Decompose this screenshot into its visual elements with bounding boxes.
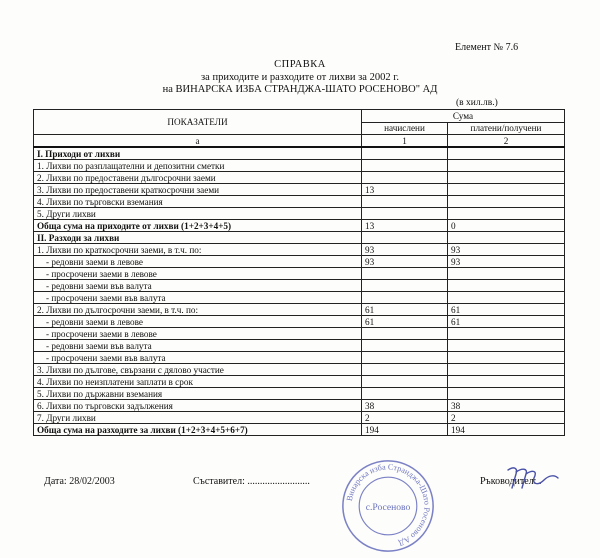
row-paid (448, 328, 565, 340)
row-accrued: 194 (362, 424, 448, 436)
row-paid: 38 (448, 400, 565, 412)
row-accrued: 38 (362, 400, 448, 412)
row-accrued: 13 (362, 220, 448, 232)
row-paid (448, 147, 565, 160)
row-label: - редовни заеми във валута (34, 340, 362, 352)
table-row (34, 256, 565, 268)
row-label: - просрочени заеми в левове (34, 328, 362, 340)
table-row (34, 424, 565, 436)
row-label: 4. Лихви по неизплатени заплати в срок (34, 376, 362, 388)
index-1: 1 (362, 135, 448, 148)
document-subtitle-period: за приходите и разходите от лихви за 2002 г. (201, 72, 399, 83)
row-paid (448, 232, 565, 244)
table-row (34, 280, 565, 292)
row-label: 2. Лихви по предоставени дългосрочни заеми (34, 172, 362, 184)
row-label: Обща сума на приходите от лихви (1+2+3+4+5) (34, 220, 362, 232)
row-label: 7. Други лихви (34, 412, 362, 424)
table-index-row (34, 135, 565, 148)
row-accrued (362, 328, 448, 340)
row-paid (448, 352, 565, 364)
stamp-center-text: с.Росеново (365, 501, 411, 513)
row-accrued (362, 292, 448, 304)
table-row (34, 268, 565, 280)
row-accrued: 61 (362, 304, 448, 316)
table-row (34, 316, 565, 328)
table-row (34, 244, 565, 256)
row-accrued (362, 147, 448, 160)
index-2: 2 (448, 135, 565, 148)
row-accrued: 13 (362, 184, 448, 196)
table-row (34, 364, 565, 376)
table-row (34, 412, 565, 424)
row-label: I. Приходи от лихви (34, 147, 362, 160)
table-row (34, 232, 565, 244)
table-row (34, 352, 565, 364)
interest-table (33, 109, 565, 436)
footer-director: Ръководител: . (480, 476, 542, 487)
row-accrued (362, 340, 448, 352)
document-subtitle-company: на ВИНАРСКА ИЗБА СТРАНДЖА-ШАТО РОСЕНОВО" АД (162, 84, 438, 95)
table-row (34, 304, 565, 316)
header-paid: платени/получени (448, 122, 565, 135)
row-paid (448, 172, 565, 184)
row-paid: 194 (448, 424, 565, 436)
table-row (34, 184, 565, 196)
element-number: Елемент № 7.6 (455, 42, 519, 53)
document-title: СПРАВКА (274, 59, 326, 70)
footer-compiler: Съставител: ......................... (193, 476, 310, 487)
table-row (34, 160, 565, 172)
row-paid (448, 376, 565, 388)
director-signature (504, 462, 562, 492)
table-row (34, 400, 565, 412)
table-row (34, 196, 565, 208)
row-label: 1. Лихви по краткосрочни заеми, в т.ч. по: (34, 244, 362, 256)
table-row (34, 147, 565, 160)
table-row (34, 340, 565, 352)
footer-date: Дата: 28/02/2003 (44, 476, 115, 487)
row-accrued (362, 376, 448, 388)
row-label: - просрочени заеми в левове (34, 268, 362, 280)
row-label: - просрочени заеми във валута (34, 352, 362, 364)
row-label: Обща сума на разходите за лихви (1+2+3+4+5+6+7) (34, 424, 362, 436)
row-paid: 93 (448, 244, 565, 256)
row-paid: 61 (448, 316, 565, 328)
table-row (34, 328, 565, 340)
row-accrued (362, 268, 448, 280)
row-paid (448, 268, 565, 280)
table-row (34, 376, 565, 388)
row-label: - редовни заеми в левове (34, 256, 362, 268)
table-row (34, 292, 565, 304)
stamp-ring-text: Винарска изба Странджа-Шато Росеново АД (344, 462, 432, 548)
row-paid: 0 (448, 220, 565, 232)
row-accrued (362, 280, 448, 292)
table-row (34, 208, 565, 220)
row-paid (448, 292, 565, 304)
row-label: 2. Лихви по дългосрочни заеми, в т.ч. по: (34, 304, 362, 316)
units-note: (в хил.лв.) (456, 98, 498, 108)
table-row (34, 388, 565, 400)
row-paid: 61 (448, 304, 565, 316)
row-paid: 2 (448, 412, 565, 424)
table-row (34, 172, 565, 184)
table-header-row (34, 110, 565, 123)
row-accrued (362, 172, 448, 184)
header-accrued: начислени (362, 122, 448, 135)
row-label: 5. Лихви по държавни вземания (34, 388, 362, 400)
row-accrued (362, 196, 448, 208)
row-label: 6. Лихви по търговски задължения (34, 400, 362, 412)
row-accrued: 2 (362, 412, 448, 424)
header-sum: Сума (362, 110, 565, 123)
row-label: - редовни заеми в левове (34, 316, 362, 328)
row-paid (448, 196, 565, 208)
row-label: - просрочени заеми във валута (34, 292, 362, 304)
table-row (34, 220, 565, 232)
row-accrued (362, 160, 448, 172)
row-paid: 93 (448, 256, 565, 268)
row-label: 4. Лихви по търговски вземания (34, 196, 362, 208)
row-paid (448, 280, 565, 292)
row-accrued (362, 232, 448, 244)
header-indicators: ПОКАЗАТЕЛИ (34, 110, 362, 135)
row-accrued (362, 364, 448, 376)
row-label: 5. Други лихви (34, 208, 362, 220)
row-accrued: 93 (362, 244, 448, 256)
row-label: - редовни заеми във валута (34, 280, 362, 292)
row-label: II. Разходи за лихви (34, 232, 362, 244)
row-paid (448, 388, 565, 400)
row-paid (448, 160, 565, 172)
row-label: 3. Лихви по предоставени краткосрочни заеми (34, 184, 362, 196)
row-accrued (362, 388, 448, 400)
index-a: а (34, 135, 362, 148)
row-label: 3. Лихви по дългове, свързани с дялово участие (34, 364, 362, 376)
company-stamp (340, 458, 436, 554)
row-paid (448, 208, 565, 220)
row-accrued (362, 208, 448, 220)
row-paid (448, 184, 565, 196)
row-label: 1. Лихви по разплащателни и депозитни сметки (34, 160, 362, 172)
row-accrued: 61 (362, 316, 448, 328)
row-paid (448, 364, 565, 376)
row-accrued: 93 (362, 256, 448, 268)
row-paid (448, 340, 565, 352)
row-accrued (362, 352, 448, 364)
